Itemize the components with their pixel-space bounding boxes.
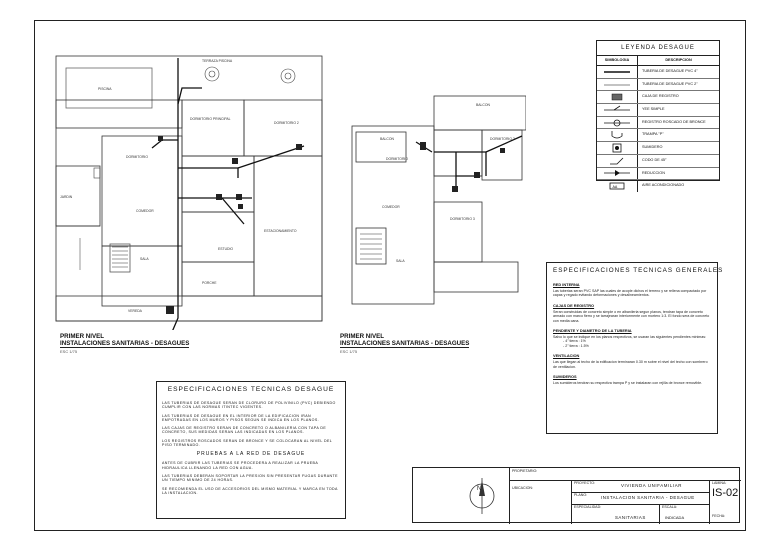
room-label: COMEDOR (136, 209, 154, 213)
legend-description: SUMIDERO (642, 145, 663, 150)
legend-row (597, 168, 719, 181)
plan-right-title (340, 333, 469, 348)
legend-row (597, 79, 719, 92)
room-label: DORMITORIO PRINCIPAL (190, 117, 231, 121)
legend-row (597, 155, 719, 168)
room-label: SALA (396, 259, 405, 263)
owner-label: PROPIETARIO: (512, 469, 538, 473)
specialty-value: SANITARIAS (615, 515, 646, 520)
spec-text: Los sumideros tendran su respectiva trampa P y se instalaran con rejilla de bronce removible. (553, 381, 703, 386)
specs-test-title: PRUEBAS A LA RED DE DESAGUE (196, 451, 306, 458)
spec-paragraph: LOS REGISTROS ROSCADOS SERAN DE BRONCE Y SE COLOCARAN AL NIVEL DEL PISO TERMINADO. (162, 438, 333, 448)
specs-desague-box (156, 381, 346, 519)
specs-general-sections (553, 282, 711, 385)
project-label: PROYECTO: (574, 481, 596, 485)
spec-heading: CAJAS DE REGISTRO (553, 302, 595, 308)
legend-description: TUBERIA DE DESAGUE PVC 2" (642, 81, 698, 86)
bronze-icon (597, 117, 638, 129)
specs-desague-paragraphs (162, 401, 340, 447)
legend-description: YEE SIMPLE (642, 107, 665, 112)
room-label: BALCON (380, 137, 394, 141)
room-label: ESTACIONAMIENTO (264, 229, 297, 233)
reduction-icon (597, 168, 638, 180)
spec-text: Las tuberias seran PVC SAP las cuales de acople dichos el terreno y se rellena compactado por capas y regado evitando deformaciones y desalineamientos. (553, 289, 707, 298)
spec-heading: RED INTERNA (553, 282, 580, 287)
spec-heading: SUMIDEROS (553, 374, 577, 380)
trap-icon (597, 129, 638, 141)
legend-col-desc: DESCRIPCION (665, 58, 692, 62)
room-label: DORMITORIO (126, 155, 148, 159)
room-label: DORMITORIO 3 (450, 217, 475, 221)
spec-text: Salvo lo que se indique en los planos respectivos, se usaran las siguientes pendientes minimas: (553, 335, 707, 340)
line-thin-icon (597, 79, 638, 91)
plan-left-scale: ESC 1/75 (60, 349, 78, 354)
legend-col-symbol: SIMBOLOGIA (597, 56, 638, 65)
elbow-icon (597, 155, 638, 167)
location-label: UBICACION: (512, 486, 533, 490)
spec-paragraph: SE RECOMIENDA EL USO DE ACCESORIOS DEL MISMO MATERIAL Y MARCA EN TODA LA INSTALACION. (162, 486, 338, 495)
legend-row (597, 117, 719, 130)
scale-value: INDICADA (665, 515, 685, 520)
north-label: N (477, 486, 482, 492)
spec-paragraph: LAS TUBERIAS DE DESAGUE SERAN DE CLORURO DE POLIVINILO (PVC) DEBIENDO CUMPLIR CON LAS NORMAS ITINTEC VIGENTES. (162, 401, 336, 410)
room-label: VEREDA (128, 309, 142, 313)
spec-paragraph: LAS TUBERIAS DE DESAGUE EN EL INTERIOR DE LA EDIFICACION IRAN EMPOTRADAS EN LOS MUROS Y PISOS SEGUN SE INDICA EN LOS PLANOS. (162, 413, 320, 422)
plan-right-scale: ESC 1/75 (340, 349, 358, 354)
legend-table (596, 40, 720, 190)
ac-icon (597, 180, 638, 192)
spec-paragraph: LAS CAJAS DE REGISTRO SERAN DE CONCRETO O ALBANILERIA CON TAPA DE CONCRETO, SUS MEDIDAS SERAN LAS INDICADAS EN LOS PLANOS. (162, 426, 327, 435)
plan-right-title-line1: PRIMER NIVEL (340, 333, 385, 340)
north-arrow-icon (467, 474, 497, 518)
legend-description: TRAMPA "P" (642, 132, 664, 137)
spec-heading: PENDIENTE Y DIAMETRO DE LA TUBERIA (553, 328, 632, 334)
legend-row (597, 180, 719, 192)
room-label: JARDIN (60, 195, 73, 199)
north-cell (413, 468, 510, 524)
slope-item: - 2" tierra : 1.5% (563, 343, 589, 348)
legend-rows (597, 66, 719, 192)
floor-plan-right (346, 92, 526, 310)
plan-label: PLANO: (574, 493, 588, 497)
plan-left-title-line2: INSTALACIONES SANITARIAS - DESAGUES (60, 340, 190, 347)
specs-desague-title: ESPECIFICACIONES TECNICAS DESAGUE (167, 386, 335, 393)
drain-icon (597, 142, 638, 154)
box-icon (597, 91, 638, 103)
legend-row (597, 142, 719, 155)
legend-description: AIRE ACONDICIONADO (642, 183, 685, 188)
plan-value: INSTALACION SANITARIA - DESAGUE (601, 495, 695, 500)
svg-text:AA: AA (612, 185, 618, 190)
room-label: DORMITORIO (386, 157, 408, 161)
room-label: PISCINA (98, 87, 112, 91)
floor-plan-left (52, 48, 330, 330)
room-label: DORMITORIO 2 (274, 121, 299, 125)
room-label: DORMITORIO 2 (490, 137, 515, 141)
specs-general-box (546, 262, 724, 434)
legend-description: CAJA DE REGISTRO (642, 94, 679, 99)
spec-heading: VENTILACION (553, 353, 580, 359)
room-label: SALA (140, 257, 149, 261)
specs-test-paragraphs (162, 461, 340, 495)
scale-label: ESCALA: (662, 505, 678, 509)
spec-text: Seran construidas de concreto simple o en albanileria segun planos, tendran tapa de concreto armado con marco fierro y se tarrajearan interiormente con mortero 1:3. El fondo sera de concreto con media cana. (553, 309, 710, 323)
date-label: FECHA: (712, 514, 726, 518)
sheet-number: IS-02 (712, 487, 739, 499)
room-label: PORCHE (202, 281, 217, 285)
specialty-label: ESPECIALIDAD: (574, 505, 602, 509)
sheet-label: LAMINA: (712, 481, 727, 485)
slope-item: - 4" tierra : 1% (563, 339, 586, 344)
room-label: TERRAZA PISCINA (202, 59, 233, 63)
wye-icon (597, 104, 638, 116)
plan-right-title-line2: INSTALACIONES SANITARIAS - DESAGUES (340, 340, 470, 347)
room-label: COMEDOR (382, 205, 400, 209)
spec-paragraph: ANTES DE CUBRIR LAS TUBERIAS SE PROCEDERA A REALIZAR LA PRUEBA HIDRAULICA LLENANDO LA RED CON AGUA. (162, 461, 318, 470)
spec-paragraph: LAS TUBERIAS DEBERAN SOPORTAR LA PRESION SIN PRESENTAR FUGAS DURANTE UN TIEMPO MINIMO DE 24 HORAS. (162, 473, 338, 483)
legend-row (597, 129, 719, 142)
legend-row (597, 66, 719, 79)
legend-title: LEYENDA DESAGUE (597, 41, 719, 56)
line-thick-icon (597, 66, 638, 78)
legend-description: CODO DE 45° (642, 157, 667, 162)
room-label: ESTUDIO (218, 247, 234, 251)
room-label: BALCON (476, 103, 490, 107)
plan-left-title-line1: PRIMER NIVEL (60, 333, 105, 340)
legend-row (597, 104, 719, 117)
plan-left-title (60, 333, 189, 348)
title-block (412, 467, 740, 523)
specs-general-title: ESPECIFICACIONES TECNICAS GENERALES (553, 267, 724, 274)
legend-description: REDUCCION (642, 170, 665, 175)
legend-description: REGISTRO ROSCADO DE BRONCE (642, 119, 706, 124)
project-value: VIVIENDA UNIFAMILIAR (621, 483, 683, 488)
legend-description: TUBERIA DE DESAGUE PVC 4" (642, 69, 698, 73)
legend-row (597, 91, 719, 104)
spec-text: Las que llegan al techo de la edificacion terminaran 0.30 m sobre el nivel del techo con sombrero de ventilacion. (553, 360, 708, 369)
